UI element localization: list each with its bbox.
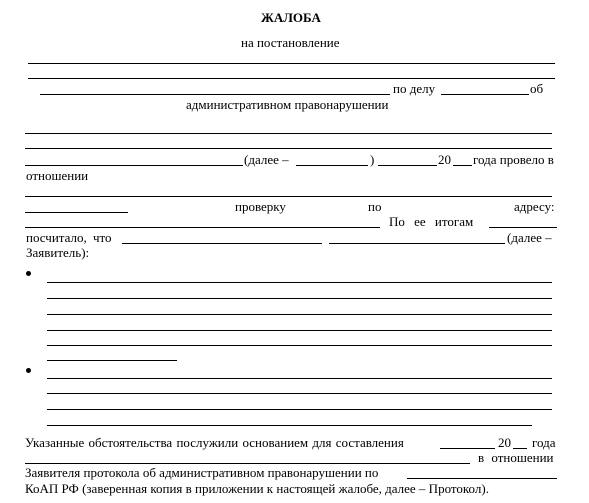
year-suffix: года провело в [473, 152, 554, 167]
blank-line [28, 63, 555, 64]
address-blank [25, 227, 380, 228]
adresu-label: адресу: [514, 199, 555, 214]
bottom-goda: года [532, 435, 556, 450]
dalee-end: (далее – [507, 230, 552, 245]
otnoshenii-label: отношении [26, 168, 89, 183]
bullet-1-line [47, 330, 552, 331]
year-prefix: 20 [438, 152, 451, 167]
dalee-open: (далее – [244, 152, 289, 167]
po-ee-itogam: По ее итогам [389, 214, 474, 229]
document-subtitle: на постановление [241, 35, 340, 50]
date-blank [440, 448, 495, 449]
case-suffix: об [530, 81, 544, 96]
blank-line [25, 463, 470, 464]
document-title: ЖАЛОБА [261, 10, 321, 25]
bottom-line-1: Указанные обстоятельства послужили основанием для составления [25, 435, 404, 450]
blank-line [25, 212, 128, 213]
bullet-2-line [47, 409, 552, 410]
poschitalo-label: посчитало, что [26, 230, 112, 245]
bottom-v-otnoshenii: в отношении [478, 450, 554, 465]
bullet-2-line [47, 378, 552, 379]
blank-line [489, 227, 557, 228]
bullet-1-line [47, 345, 552, 346]
bullet-2-line [47, 425, 532, 426]
applicant-name-blank [329, 243, 505, 244]
bullet-2 [26, 368, 31, 373]
year-blank [453, 165, 472, 166]
year-blank [513, 448, 527, 449]
bullet-1-line [47, 282, 552, 283]
date-blank [378, 165, 437, 166]
bottom-line-3: Заявителя протокола об административном правонарушении по [25, 465, 379, 480]
zayavitel-label: Заявитель): [26, 245, 90, 260]
po-label: по [368, 199, 382, 214]
blank-line [122, 243, 322, 244]
case-number-blank [441, 94, 529, 95]
bullet-1-line [47, 314, 552, 315]
article-blank [407, 478, 557, 479]
bullet-1-line [47, 360, 177, 361]
bottom-year: 20 [498, 435, 511, 450]
proverku-label: проверку [235, 199, 286, 214]
bullet-1 [26, 271, 31, 276]
case-description: административном правонарушении [186, 97, 389, 112]
case-prefix: по делу [393, 81, 436, 96]
short-name-blank [296, 165, 368, 166]
bullet-2-line [47, 393, 552, 394]
blank-line [25, 196, 552, 197]
paren-close: ) [370, 152, 375, 167]
blank-line [40, 94, 390, 95]
bullet-1-line [47, 298, 552, 299]
blank-line [25, 165, 243, 166]
blank-line [25, 133, 552, 134]
blank-line [25, 148, 552, 149]
bottom-line-4: КоАП РФ (заверенная копия в приложении к настоящей жалобе, далее – Протокол). [25, 481, 489, 496]
blank-line [28, 78, 555, 79]
